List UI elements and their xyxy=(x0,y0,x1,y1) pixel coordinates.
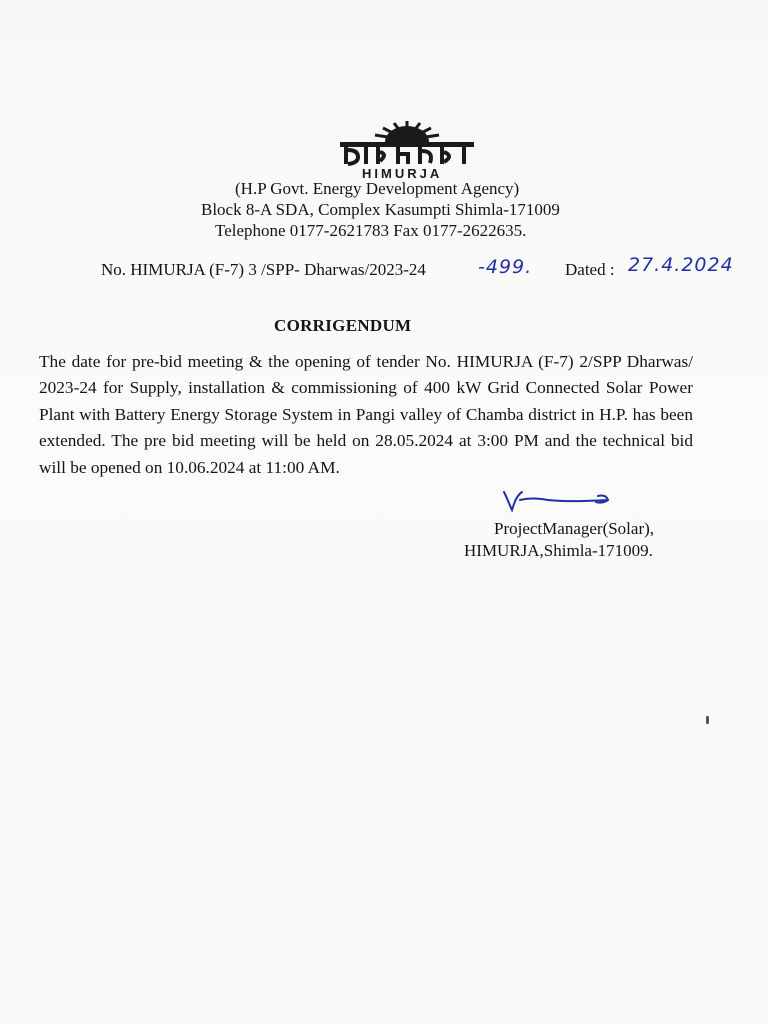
agency-phone: Telephone 0177-2621783 Fax 0177-2622635. xyxy=(215,221,527,240)
logo-wordmark: HIMURJA xyxy=(362,166,443,180)
himurja-logo xyxy=(336,118,478,180)
signatory-title: ProjectManager(Solar), xyxy=(494,519,655,538)
signature xyxy=(498,486,628,520)
document-title: CORRIGENDUM xyxy=(274,316,412,335)
reference-number: No. HIMURJA (F-7) 3 /SPP- Dharwas/2023-24 xyxy=(101,260,426,279)
handwritten-date: 27.4.2024 xyxy=(628,254,734,276)
signatory-organization: HIMURJA,Shimla-171009. xyxy=(464,541,653,560)
handwritten-ref-number: -499. xyxy=(478,256,533,278)
dated-label: Dated : xyxy=(565,260,615,279)
agency-address: Block 8-A SDA, Complex Kasumpti Shimla-171009 xyxy=(201,200,560,219)
agency-name: (H.P Govt. Energy Development Agency) xyxy=(235,179,520,198)
scan-speck xyxy=(706,716,709,724)
corrigendum-body: The date for pre-bid meeting & the opening of tender No. HIMURJA (F-7) 2/SPP Dharwas/ 2023-24 for Supply, installation & commissioning of 400 kW Grid Connected Solar Power Plant with Battery Energy Storage System in Pangi valley of Chamba district in H.P. has been extended. The pre bid meeting will be held on 28.05.2024 at 3:00 PM and the technical bid will be opened on 10.06.2024 at 11:00 AM. xyxy=(39,352,693,477)
